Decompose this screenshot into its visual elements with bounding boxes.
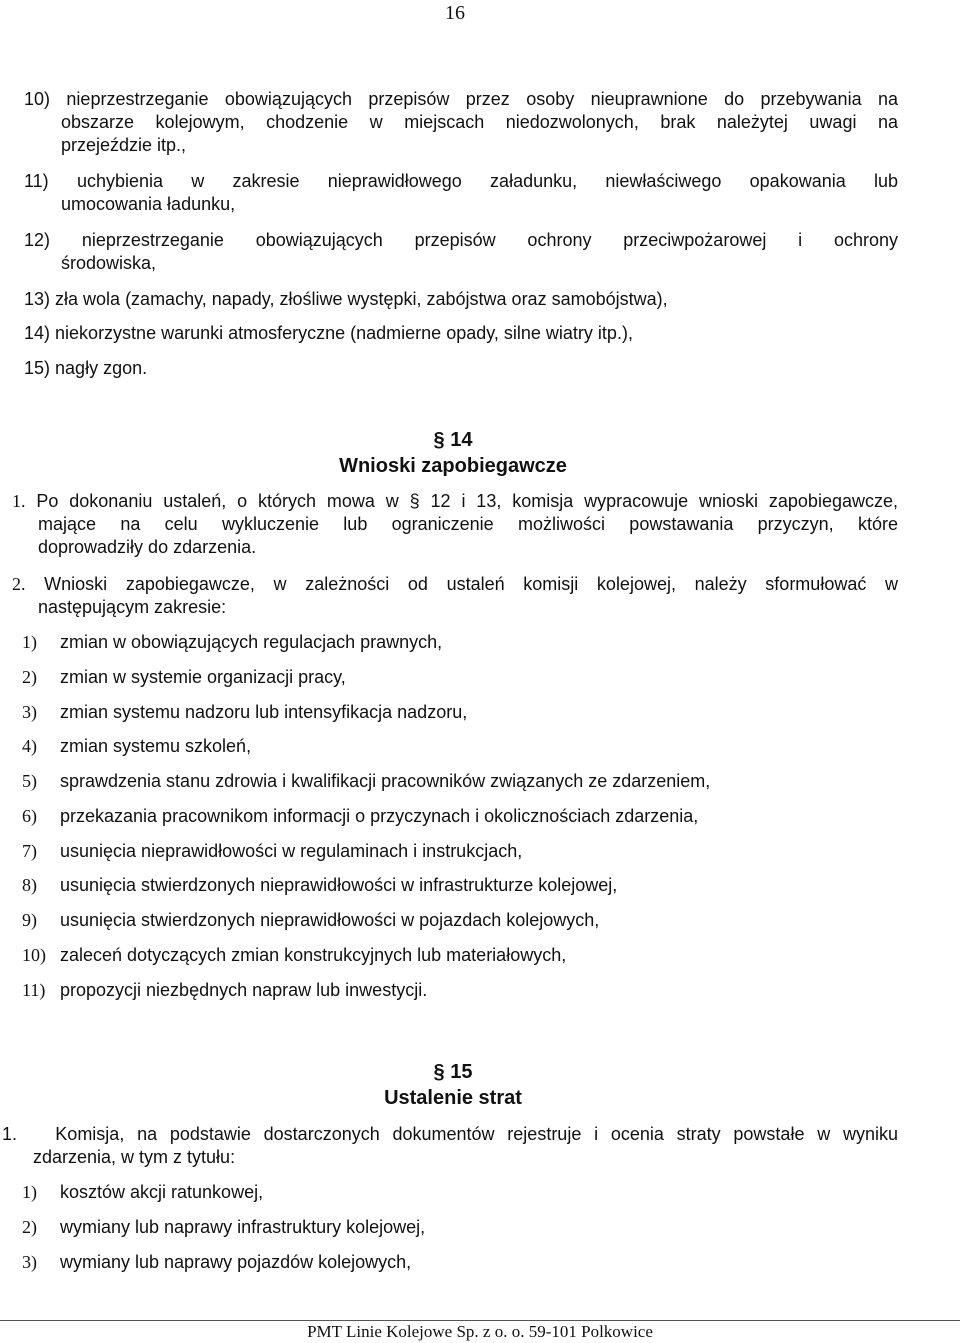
list-item: 4) zmian systemu szkoleń,	[22, 736, 252, 756]
list-item-number: 12)	[24, 230, 51, 250]
list-item: 1) kosztów akcji ratunkowej,	[22, 1182, 264, 1202]
page-footer: PMT Linie Kolejowe Sp. z o. o. 59-101 Polkowice	[307, 1322, 653, 1341]
section-15-title: Ustalenie strat	[384, 1087, 522, 1109]
page-number: 16	[445, 2, 465, 24]
paragraph-number: 1.	[12, 491, 26, 511]
paragraph-number: 1.	[2, 1124, 18, 1144]
list-item: 11) propozycji niezbędnych napraw lub inwestycji.	[22, 980, 428, 1000]
list-item: 1) zmian w obowiązujących regulacjach prawnych,	[22, 632, 443, 652]
list-item: 2) zmian w systemie organizacji pracy,	[22, 667, 346, 687]
list-item: 3) wymiany lub naprawy pojazdów kolejowych,	[22, 1252, 412, 1272]
list-item: 7) usunięcia nieprawidłowości w regulaminach i instrukcjach,	[22, 841, 523, 861]
list-item: 10) zaleceń dotyczących zmian konstrukcyjnych lub materiałowych,	[22, 945, 567, 965]
list-item: 8) usunięcia stwierdzonych nieprawidłowości w infrastrukturze kolejowej,	[22, 875, 618, 895]
section-14-title: Wnioski zapobiegawcze	[339, 455, 567, 477]
list-item: 12) nieprzestrzeganie obowiązujących przepisów ochrony przeciwpożarowej i ochrony środowiska,	[24, 230, 898, 273]
footer-divider	[0, 1320, 960, 1321]
section-14-number: § 14	[433, 429, 473, 451]
list-item: 15) nagły zgon.	[24, 358, 148, 378]
list-item: 6) przekazania pracownikom informacji o przyczynach i okolicznościach zdarzenia,	[22, 806, 699, 826]
list-item: 5) sprawdzenia stanu zdrowia i kwalifikacji pracowników związanych ze zdarzeniem,	[22, 771, 711, 791]
section-15-paragraph-1: 1. Komisja, na podstawie dostarczonych dokumentów rejestruje i ocenia straty powstałe w wyniku zdarzenia, w tym z tytułu:	[2, 1124, 898, 1167]
list-item: 13) zła wola (zamachy, napady, złośliwe występki, zabójstwa oraz samobójstwa),	[24, 289, 668, 309]
list-item-number: 10)	[24, 89, 51, 109]
section-14-paragraph-1: 1. Po dokonaniu ustaleń, o których mowa w § 12 i 13, komisja wypracowuje wnioski zapobiegawcze, mające na celu wykluczenie lub ograniczenie możliwości powstawania przyczyn, które doprowadziły do zdarzenia.	[12, 491, 898, 557]
list-item-number: 11)	[24, 171, 49, 191]
list-item: 9) usunięcia stwierdzonych nieprawidłowości w pojazdach kolejowych,	[22, 910, 600, 930]
list-item: 10) nieprzestrzeganie obowiązujących przepisów przez osoby nieuprawnione do przebywania na obszarze kolejowym, chodzenie w miejscach niedozwolonych, brak należytej uwagi na przejeździe itp.,	[24, 89, 898, 155]
list-item: 3) zmian systemu nadzoru lub intensyfikacja nadzoru,	[22, 702, 468, 722]
list-item: 11) uchybienia w zakresie nieprawidłowego załadunku, niewłaściwego opakowania lub umocowania ładunku,	[24, 171, 898, 214]
list-item-number: 13)	[24, 289, 51, 309]
list-item-number: 15)	[24, 358, 51, 378]
section-15-number: § 15	[433, 1061, 473, 1083]
list-item: 2) wymiany lub naprawy infrastruktury kolejowej,	[22, 1217, 426, 1237]
paragraph-number: 2.	[12, 574, 26, 594]
list-item: 14) niekorzystne warunki atmosferyczne (nadmierne opady, silne wiatry itp.),	[24, 323, 633, 343]
list-item-number: 14)	[24, 323, 51, 343]
section-14-paragraph-2: 2. Wnioski zapobiegawcze, w zależności od ustaleń komisji kolejowej, należy sformułować w następującym zakresie:	[12, 574, 898, 617]
